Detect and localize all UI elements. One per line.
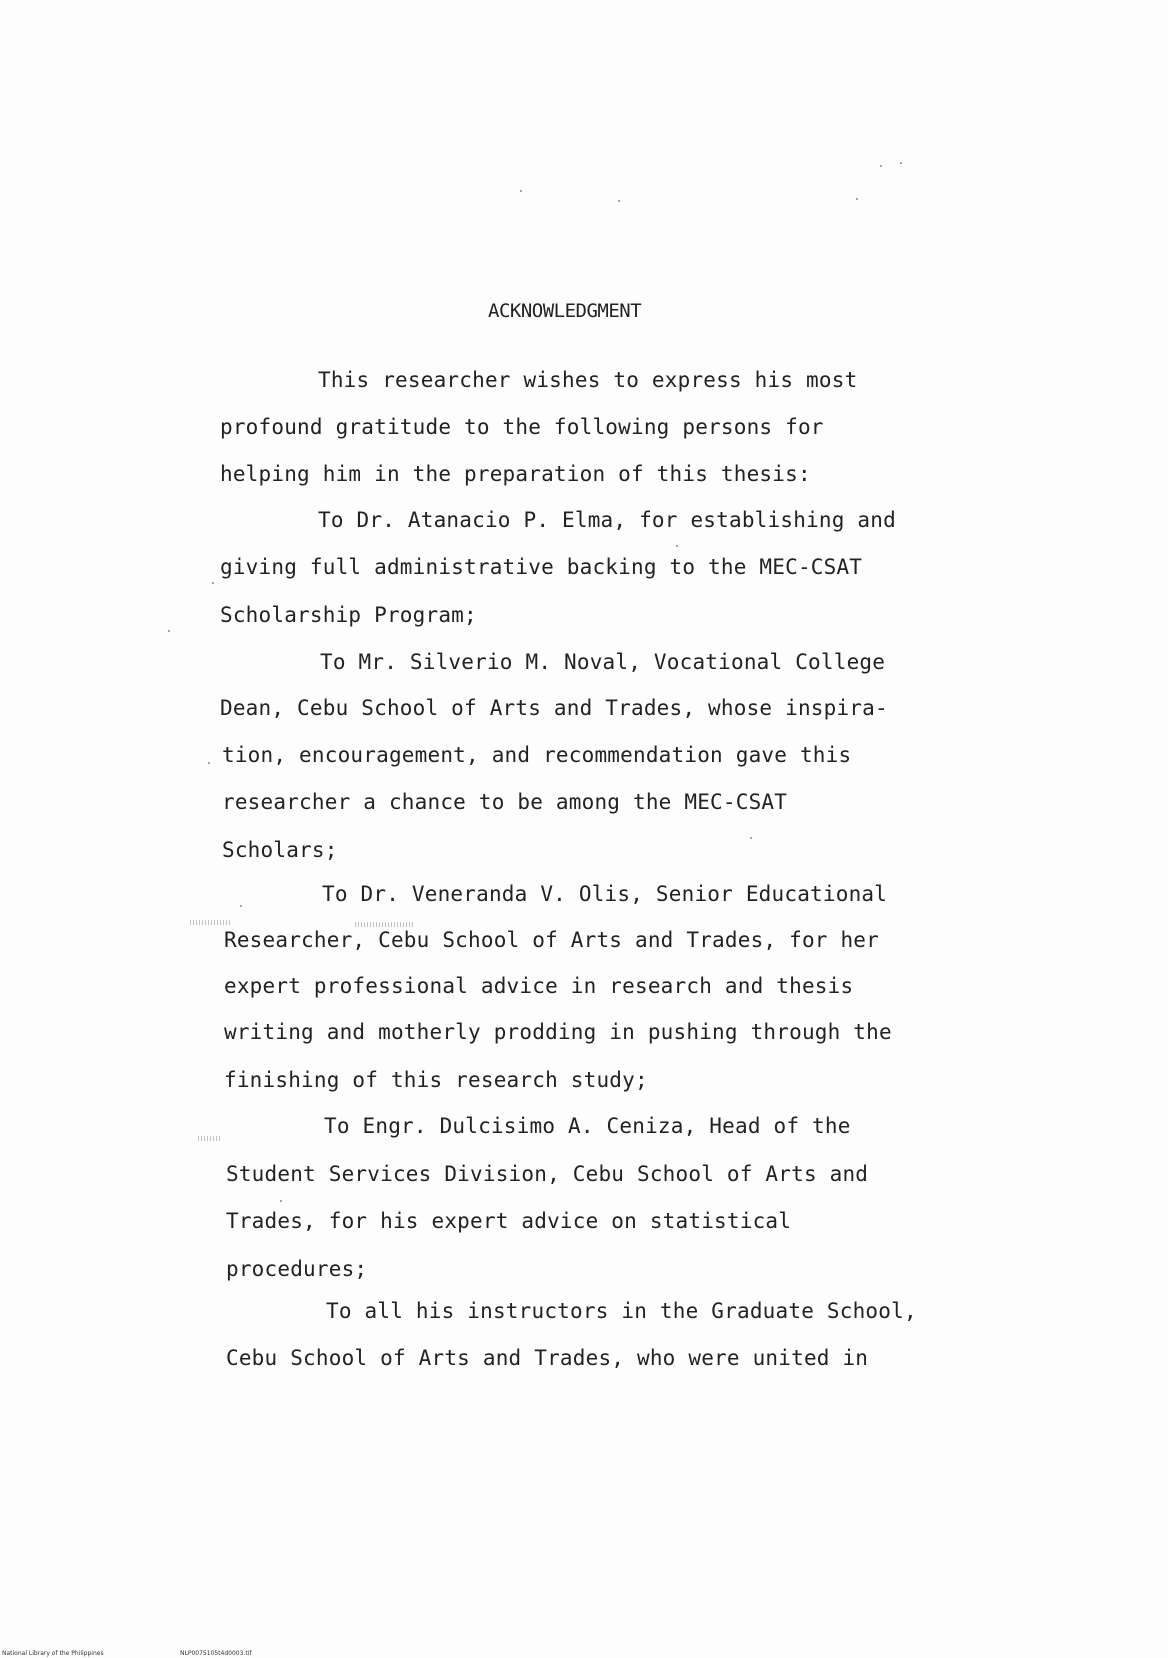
scan-smudge bbox=[198, 1136, 220, 1141]
text-line: To Mr. Silverio M. Noval, Vocational College bbox=[320, 650, 886, 674]
text-line: To Engr. Dulcisimo A. Ceniza, Head of the bbox=[324, 1114, 851, 1138]
scan-speck bbox=[618, 200, 620, 202]
scan-smudge bbox=[190, 920, 230, 925]
scan-speck bbox=[212, 582, 214, 584]
text-line: To all his instructors in the Graduate School, bbox=[326, 1299, 917, 1323]
text-line: procedures; bbox=[226, 1257, 368, 1281]
scan-smudge bbox=[355, 922, 415, 927]
scan-speck bbox=[856, 198, 858, 200]
text-line: Trades, for his expert advice on statistical bbox=[226, 1209, 792, 1233]
text-line: expert professional advice in research and thesis bbox=[224, 974, 854, 998]
scan-speck bbox=[676, 545, 678, 547]
text-line: helping him in the preparation of this thesis: bbox=[220, 462, 811, 486]
scan-speck bbox=[208, 762, 210, 764]
text-line: finishing of this research study; bbox=[224, 1068, 648, 1092]
text-line: tion, encouragement, and recommendation gave this bbox=[222, 743, 852, 767]
text-line: Scholarship Program; bbox=[220, 603, 477, 627]
footer-file-id: NLP0075105t4d0003.tif bbox=[180, 1650, 252, 1657]
text-line: profound gratitude to the following persons for bbox=[220, 415, 824, 439]
footer-library: National Library of the Philippines bbox=[2, 1650, 104, 1657]
text-line: Student Services Division, Cebu School of Arts and bbox=[226, 1162, 869, 1186]
text-line: giving full administrative backing to the MEC-CSAT bbox=[220, 555, 863, 579]
text-line: writing and motherly prodding in pushing through the bbox=[224, 1020, 892, 1044]
scan-speck bbox=[280, 1200, 282, 1202]
text-line: This researcher wishes to express his most bbox=[318, 368, 858, 392]
text-line: Dean, Cebu School of Arts and Trades, whose inspira- bbox=[220, 696, 888, 720]
page-title: ACKNOWLEDGMENT bbox=[488, 300, 642, 322]
scan-speck bbox=[168, 630, 170, 632]
text-line: Cebu School of Arts and Trades, who were united in bbox=[226, 1346, 869, 1370]
text-line: Researcher, Cebu School of Arts and Trades, for her bbox=[224, 928, 879, 952]
scan-speck bbox=[520, 190, 522, 192]
scan-speck bbox=[750, 837, 752, 839]
text-line: To Dr. Atanacio P. Elma, for establishing and bbox=[318, 508, 896, 532]
text-line: To Dr. Veneranda V. Olis, Senior Educational bbox=[322, 882, 888, 906]
scan-speck bbox=[880, 165, 882, 167]
text-line: researcher a chance to be among the MEC-CSAT bbox=[222, 790, 788, 814]
text-line: Scholars; bbox=[222, 838, 338, 862]
scan-speck bbox=[240, 905, 242, 907]
scan-speck bbox=[900, 162, 902, 164]
